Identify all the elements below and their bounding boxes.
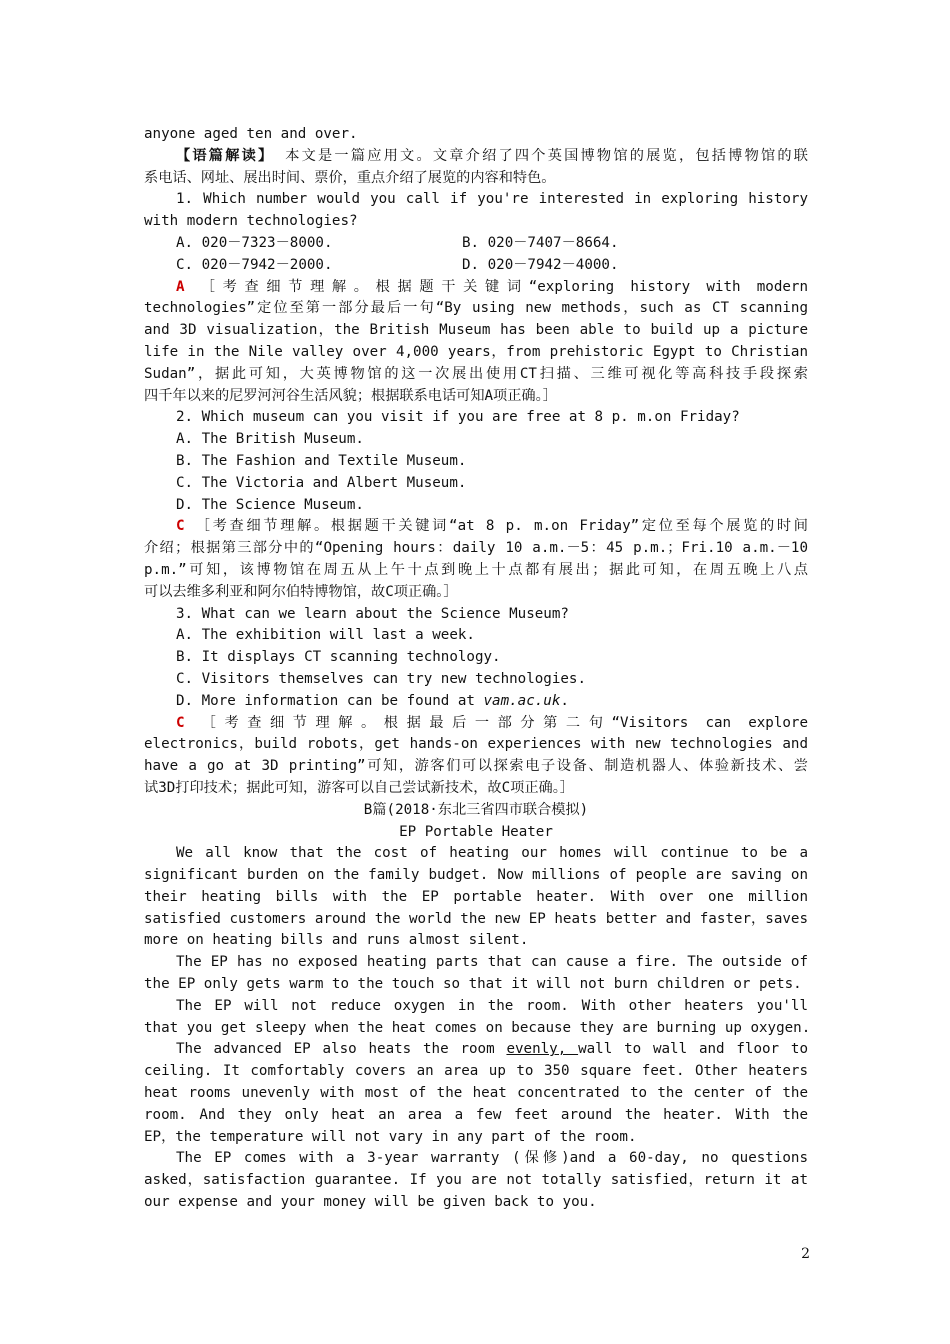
text-line: 四千年以来的尼罗河河谷生活风貌；根据联系电话可知A项正确。］: [144, 387, 557, 404]
option-d: D. More information can be found at vam.ac.uk.: [176, 692, 569, 709]
explanation-text: ［考查细节理解。根据最后一部分第二句“Visitors can explore: [201, 714, 808, 731]
option-b: B. It displays CT scanning technology.: [176, 649, 501, 666]
paragraph-line: [144, 1039, 808, 1061]
section-heading: B篇(2018·东北三省四市联合模拟): [363, 801, 589, 818]
website-link[interactable]: vam.ac.uk: [483, 692, 561, 709]
option-b: B. 020－7407－8664.: [462, 234, 619, 251]
answer-letter: A: [176, 278, 185, 295]
paragraph-line: ceiling. It comfortably covers an area up to 350 square feet. Other heaters: [144, 1063, 808, 1080]
paragraph-line: more on heating bills and runs almost silent.: [144, 932, 529, 949]
paragraph-line: EP，the temperature will not vary in any part of the room.: [144, 1128, 637, 1145]
options-row: [144, 255, 808, 277]
paragraph-line: the EP only gets warm to the touch so that it will not burn children or pets.: [144, 976, 802, 993]
text-line: with modern technologies?: [144, 213, 358, 230]
text-line: technologies”定位至第一部分最后一句“By using new methods，such as CT scanning: [144, 300, 808, 317]
paragraph-line: The EP will not reduce oxygen in the room. With other heaters you'll: [176, 997, 808, 1014]
option-a: A. 020－7323－8000.: [176, 234, 333, 251]
page-number: 2: [801, 1246, 810, 1262]
paragraph-line: significant burden on the family budget. Now millions of people are saving on: [144, 867, 808, 884]
paragraph-line: heat rooms unevenly with most of the heat concentrated to the center of the: [144, 1085, 808, 1102]
answer-letter: C: [176, 518, 185, 535]
paragraph-line: We all know that the cost of heating our homes will continue to be a: [176, 845, 808, 862]
paragraph-line: room. And they only heat an area a few feet around the heater. With the: [144, 1106, 808, 1123]
paragraph-line: satisfied customers around the world the new EP heats better and faster，saves: [144, 910, 808, 927]
answer-1: [144, 277, 808, 299]
paragraph-line: our expense and your money will be given back to you.: [144, 1194, 597, 1211]
text-line: electronics，build robots，get hands-on experiences with new technologies and: [144, 736, 808, 753]
question-2: 2. Which museum can you visit if you are free at 8 p. m.on Friday?: [176, 409, 740, 426]
question-1: 1. Which number would you call if you're interested in exploring history: [176, 191, 808, 208]
options-row: [144, 233, 808, 255]
paragraph-line: The EP comes with a 3-year warranty (保修)and a 60-day, no questions: [176, 1150, 808, 1167]
reading-label: 【语篇解读】: [176, 147, 275, 164]
text-line: have a go at 3D printing”可知，游客们可以探索电子设备、制造机器人、体验新技术、尝: [144, 758, 808, 775]
passage-title: EP Portable Heater: [399, 823, 553, 840]
paragraph-line: that you get sleepy when the heat comes on because they are burning up oxygen.: [144, 1019, 811, 1036]
paragraph-line: their heating bills with the EP portable heater. With over one million: [144, 888, 808, 905]
text-line: Sudan”，据此可知，大英博物馆的这一次展出使用CT扫描、三维可视化等高科技手段探索: [144, 365, 808, 382]
option-b: B. The Fashion and Textile Museum.: [176, 452, 467, 469]
explanation-text: ［考查细节理解。根据题干关键词“exploring history with modern: [200, 278, 808, 295]
explanation-text: ［考查细节理解。根据题干关键词“at 8 p. m.on Friday”定位至每个展览的时间: [195, 518, 808, 535]
text-segment: wall to wall and floor to: [578, 1041, 808, 1058]
underlined-word: evenly,: [506, 1041, 579, 1058]
text-line: 试3D打印技术；据此可知，游客可以自己尝试新技术，故C项正确。］: [144, 779, 574, 796]
text-line: anyone aged ten and over.: [144, 126, 358, 142]
option-d: D. The Science Museum.: [176, 496, 364, 513]
option-d: D. 020－7942－4000.: [462, 256, 619, 273]
paragraph-line: The EP has no exposed heating parts that can cause a fire. The outside of: [176, 954, 808, 971]
answer-2: [144, 516, 808, 538]
question-3: 3. What can we learn about the Science Museum?: [176, 605, 569, 622]
text-segment: The advanced EP also heats the room: [176, 1041, 507, 1058]
text-line: 可以去维多利亚和阿尔伯特博物馆，故C项正确。］: [144, 583, 458, 600]
text-line: 介绍；根据第三部分中的“Opening hours：daily 10 a.m.－5：45 p.m.；Fri.10 a.m.－10: [144, 540, 808, 557]
answer-3: [144, 713, 808, 735]
option-a: A. The exhibition will last a week.: [176, 627, 475, 644]
text-line: and 3D visualization，the British Museum has been able to build up a picture: [144, 322, 808, 339]
option-c: C. The Victoria and Albert Museum.: [176, 474, 467, 491]
option-a: A. The British Museum.: [176, 431, 364, 448]
text-line: life in the Nile valley over 4,000 years，from prehistoric Egypt to Christian: [144, 343, 808, 360]
option-text: D. More information can be found at: [176, 692, 484, 709]
text-line: p.m.”可知，该博物馆在周五从上午十点到晚上十点都有展出；据此可知，在周五晚上八点: [144, 561, 808, 578]
summary-text: 本文是一篇应用文。文章介绍了四个英国博物馆的展览，包括博物馆的联: [285, 147, 808, 164]
page-content: [144, 124, 811, 1214]
option-c: C. Visitors themselves can try new technologies.: [176, 670, 586, 687]
answer-letter: C: [176, 714, 185, 731]
reading-summary: [144, 146, 808, 168]
paragraph-line: asked，satisfaction guarantee. If you are not totally satisfied，return it at: [144, 1172, 808, 1189]
option-c: C. 020－7942－2000.: [176, 256, 333, 273]
text-line: 系电话、网址、展出时间、票价，重点介绍了展览的内容和特色。: [144, 169, 556, 186]
